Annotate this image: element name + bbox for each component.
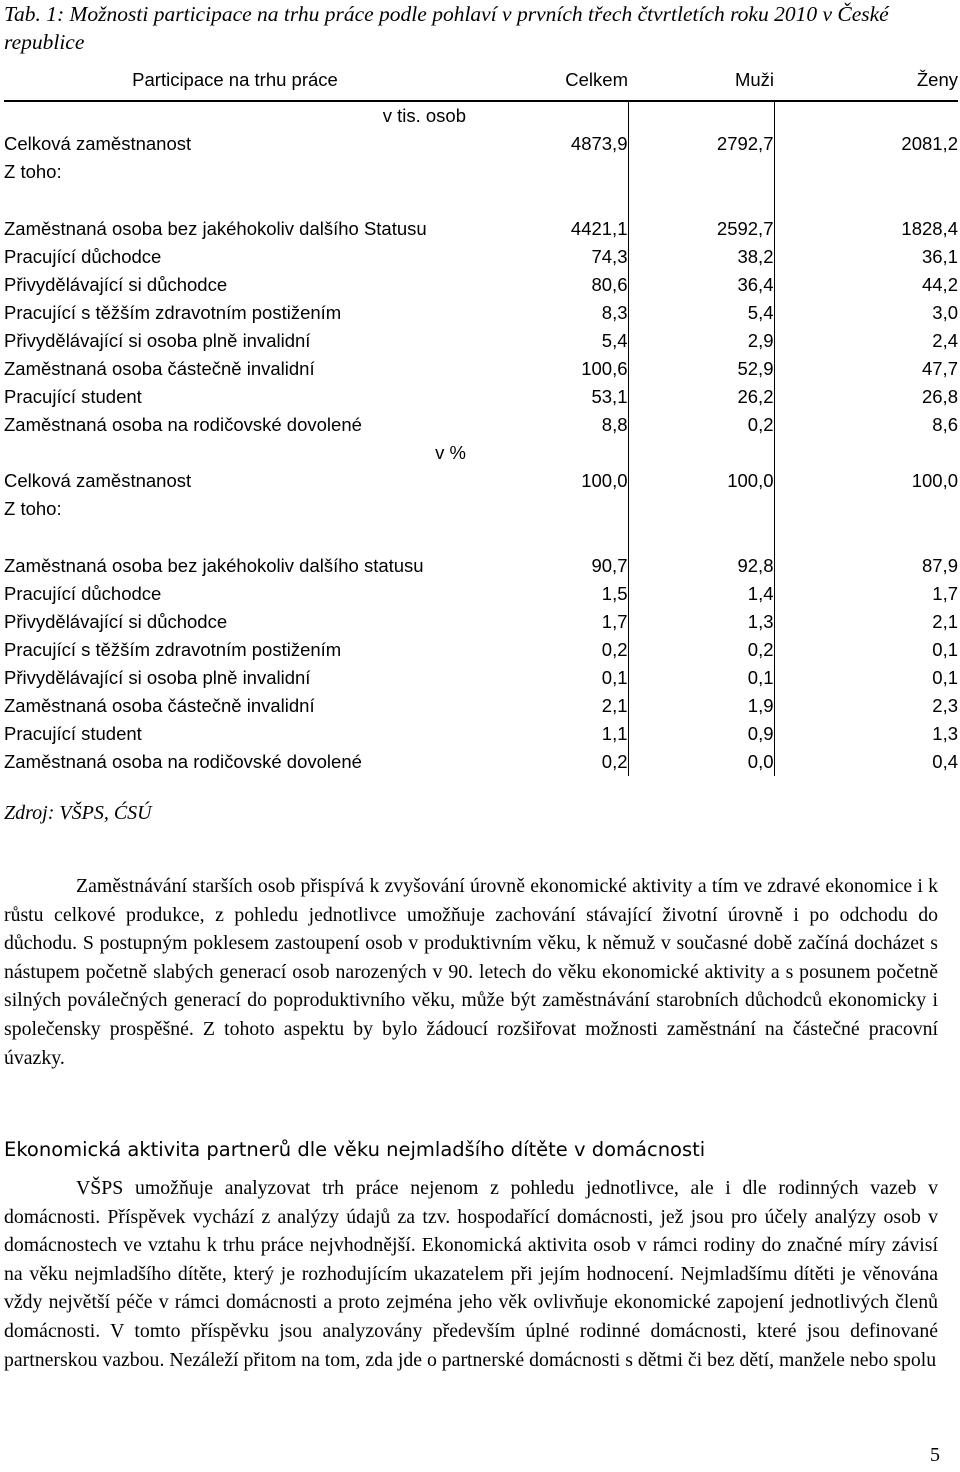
value-total: 80,6 bbox=[466, 271, 628, 299]
value-total bbox=[466, 158, 628, 186]
value-men: 36,4 bbox=[628, 271, 774, 299]
value-total: 100,0 bbox=[466, 467, 628, 495]
row-label: Pracující student bbox=[4, 723, 142, 744]
table-row bbox=[4, 495, 958, 523]
header-participation: Participace na trhu práce bbox=[4, 60, 466, 101]
row-label: Z toho: bbox=[4, 161, 62, 182]
value-men bbox=[628, 158, 774, 186]
table-row bbox=[4, 748, 958, 776]
value-women: 47,7 bbox=[921, 358, 958, 379]
value-total: 0,1 bbox=[466, 664, 628, 692]
table-caption: Tab. 1: Možnosti participace na trhu práce podle pohlaví v prvních třech čtvrtletích roku 2010 v České republice bbox=[4, 2, 889, 54]
value-total: 74,3 bbox=[466, 243, 628, 271]
value-total: 8,3 bbox=[466, 299, 628, 327]
value-men: 2592,7 bbox=[628, 186, 774, 243]
value-total: 1,1 bbox=[466, 720, 628, 748]
value-total: 2,1 bbox=[466, 692, 628, 720]
table-row bbox=[4, 158, 958, 186]
table-row bbox=[4, 467, 958, 495]
row-label: Pracující důchodce bbox=[4, 583, 162, 604]
row-label: Zaměstnaná osoba částečně invalidní bbox=[4, 358, 315, 379]
body-paragraph: VŠPS umožňuje analyzovat trh práce nejenom z pohledu jednotlivce, ale i dle rodinných vazeb v domácnosti. Příspěvek vychází z analýzy údajů za tzv. hospodařící domácnosti, jež jsou pro účely analýzy osob v domácnostech ve vztahu k trhu práce nejvhodnější. Ekonomická aktivita osob v rámci rodiny do značné míry závisí na věku nejmladšího dítěte, který je rozhodujícím ukazatelem při jejím hodnocení. Nejmladšímu dítěti je věnována vždy největší péče v rámci domácnosti a proto zejména jeho věk ovlivňuje ekonomické zapojení jednotlivých členů domácnosti. V tomto příspěvku jsou analyzovány především úplné rodinné domácnosti, které jsou definované partnerskou vazbou. Nezáleží přitom na tom, zda jde o partnerské domácnosti s dětmi či bez dětí, manžele nebo spolu bbox=[4, 1177, 938, 1371]
unit-abs-label: v tis. osob bbox=[382, 105, 466, 126]
table-row bbox=[4, 186, 958, 243]
value-women: 2,3 bbox=[932, 695, 958, 716]
value-women: 8,6 bbox=[932, 414, 958, 435]
value-women: 44,2 bbox=[921, 274, 958, 295]
table-row bbox=[4, 720, 958, 748]
value-men: 1,9 bbox=[628, 692, 774, 720]
value-men: 2792,7 bbox=[628, 130, 774, 158]
row-label: Přivydělávající si důchodce bbox=[4, 274, 228, 295]
value-men: 1,4 bbox=[628, 580, 774, 608]
value-women: 3,0 bbox=[932, 302, 958, 323]
row-label: Celková zaměstnanost bbox=[4, 133, 192, 154]
value-total bbox=[466, 495, 628, 523]
value-women: 36,1 bbox=[921, 246, 958, 267]
row-label: Celková zaměstnanost bbox=[4, 470, 192, 491]
value-women: 1,3 bbox=[932, 723, 958, 744]
table-row bbox=[4, 383, 958, 411]
value-women: 2,1 bbox=[932, 611, 958, 632]
row-label: Zaměstnaná osoba částečně invalidní bbox=[4, 695, 315, 716]
row-label: Pracující s těžším zdravotním postižením bbox=[4, 302, 342, 323]
row-label: Pracující s těžším zdravotním postižením bbox=[4, 639, 342, 660]
value-men: 0,2 bbox=[628, 636, 774, 664]
value-total: 1,7 bbox=[466, 608, 628, 636]
value-women bbox=[774, 158, 958, 186]
value-women: 87,9 bbox=[921, 555, 958, 576]
value-total: 0,2 bbox=[466, 748, 628, 776]
row-label: Pracující důchodce bbox=[4, 246, 162, 267]
value-men: 0,9 bbox=[628, 720, 774, 748]
table-row bbox=[4, 523, 958, 580]
value-women: 0,1 bbox=[932, 639, 958, 660]
table-row bbox=[4, 271, 958, 299]
row-label: Pracující student bbox=[4, 386, 142, 407]
table-row bbox=[4, 608, 958, 636]
row-label: Zaměstnaná osoba na rodičovské dovolené bbox=[4, 751, 362, 772]
value-total: 5,4 bbox=[466, 327, 628, 355]
value-total: 8,8 bbox=[466, 411, 628, 439]
row-label: Zaměstnaná osoba bez jakéhokoliv dalšího statusu bbox=[4, 555, 424, 576]
value-women bbox=[774, 495, 958, 523]
row-label: Z toho: bbox=[4, 498, 62, 519]
table-row bbox=[4, 692, 958, 720]
value-women: 2,4 bbox=[932, 330, 958, 351]
table-row bbox=[4, 580, 958, 608]
value-total: 4421,1 bbox=[466, 186, 628, 243]
source-note: Zdroj: VŠPS, ĆSÚ bbox=[4, 802, 152, 824]
row-label: Přivydělávající si důchodce bbox=[4, 611, 228, 632]
body-paragraph: Zaměstnávání starších osob přispívá k zvyšování úrovně ekonomické aktivity a tím ve zdravé ekonomice i k růstu celkové produkce, z pohledu jednotlivce umožňuje zachování stávající životní úrovně i po odchodu do důchodu. S postupným poklesem zastoupení osob v produktivním věku, k němuž v současné době začíná docházet s nástupem početně slabých generací osob narozených v 90. letech do věku ekonomické aktivity a s posunem početně silných poválečných generací do poproduktivního věku, může být zaměstnávání starobních důchodců ekonomicky i společensky prospěšné. Z tohoto aspektu by bylo žádoucí rozšiřovat možnosti zaměstnání na částečné pracovní úvazky. bbox=[4, 875, 938, 1069]
participation-table bbox=[4, 60, 958, 776]
value-women: 100,0 bbox=[911, 470, 958, 491]
value-women: 26,8 bbox=[921, 386, 958, 407]
value-women: 1828,4 bbox=[901, 218, 958, 239]
value-men: 0,0 bbox=[628, 748, 774, 776]
value-total: 100,6 bbox=[466, 355, 628, 383]
header-women: Ženy bbox=[774, 60, 958, 101]
header-total: Celkem bbox=[466, 60, 628, 101]
table-row bbox=[4, 130, 958, 158]
page-number: 5 bbox=[930, 1444, 940, 1466]
value-men: 0,1 bbox=[628, 664, 774, 692]
table-row bbox=[4, 243, 958, 271]
value-women: 0,4 bbox=[932, 751, 958, 772]
value-men: 2,9 bbox=[628, 327, 774, 355]
row-label: Přivydělávající si osoba plně invalidní bbox=[4, 330, 311, 351]
value-men: 0,2 bbox=[628, 411, 774, 439]
row-label: Přivydělávající si osoba plně invalidní bbox=[4, 667, 311, 688]
unit-row bbox=[4, 101, 958, 130]
table-row bbox=[4, 664, 958, 692]
table-row bbox=[4, 355, 958, 383]
value-total: 4873,9 bbox=[466, 130, 628, 158]
unit-pct-label: v % bbox=[435, 442, 466, 463]
table-row bbox=[4, 411, 958, 439]
table-row bbox=[4, 299, 958, 327]
percent-section bbox=[4, 439, 958, 776]
value-men: 100,0 bbox=[628, 467, 774, 495]
table-row bbox=[4, 636, 958, 664]
table-row bbox=[4, 327, 958, 355]
value-total: 90,7 bbox=[466, 523, 628, 580]
value-women: 0,1 bbox=[932, 667, 958, 688]
value-men: 26,2 bbox=[628, 383, 774, 411]
value-men: 1,3 bbox=[628, 608, 774, 636]
table-header-row bbox=[4, 60, 958, 101]
value-total: 1,5 bbox=[466, 580, 628, 608]
value-men: 38,2 bbox=[628, 243, 774, 271]
value-total: 53,1 bbox=[466, 383, 628, 411]
value-men: 52,9 bbox=[628, 355, 774, 383]
value-women: 2081,2 bbox=[901, 133, 958, 154]
header-men: Muži bbox=[628, 60, 774, 101]
value-women: 1,7 bbox=[932, 583, 958, 604]
absolute-section bbox=[4, 101, 958, 439]
value-men: 92,8 bbox=[628, 523, 774, 580]
unit-row bbox=[4, 439, 958, 467]
value-men bbox=[628, 495, 774, 523]
row-label: Zaměstnaná osoba bez jakéhokoliv dalšího Statusu bbox=[4, 218, 427, 239]
value-total: 0,2 bbox=[466, 636, 628, 664]
value-men: 5,4 bbox=[628, 299, 774, 327]
row-label: Zaměstnaná osoba na rodičovské dovolené bbox=[4, 414, 362, 435]
section-heading: Ekonomická aktivita partnerů dle věku nejmladšího dítěte v domácnosti bbox=[4, 1138, 706, 1161]
